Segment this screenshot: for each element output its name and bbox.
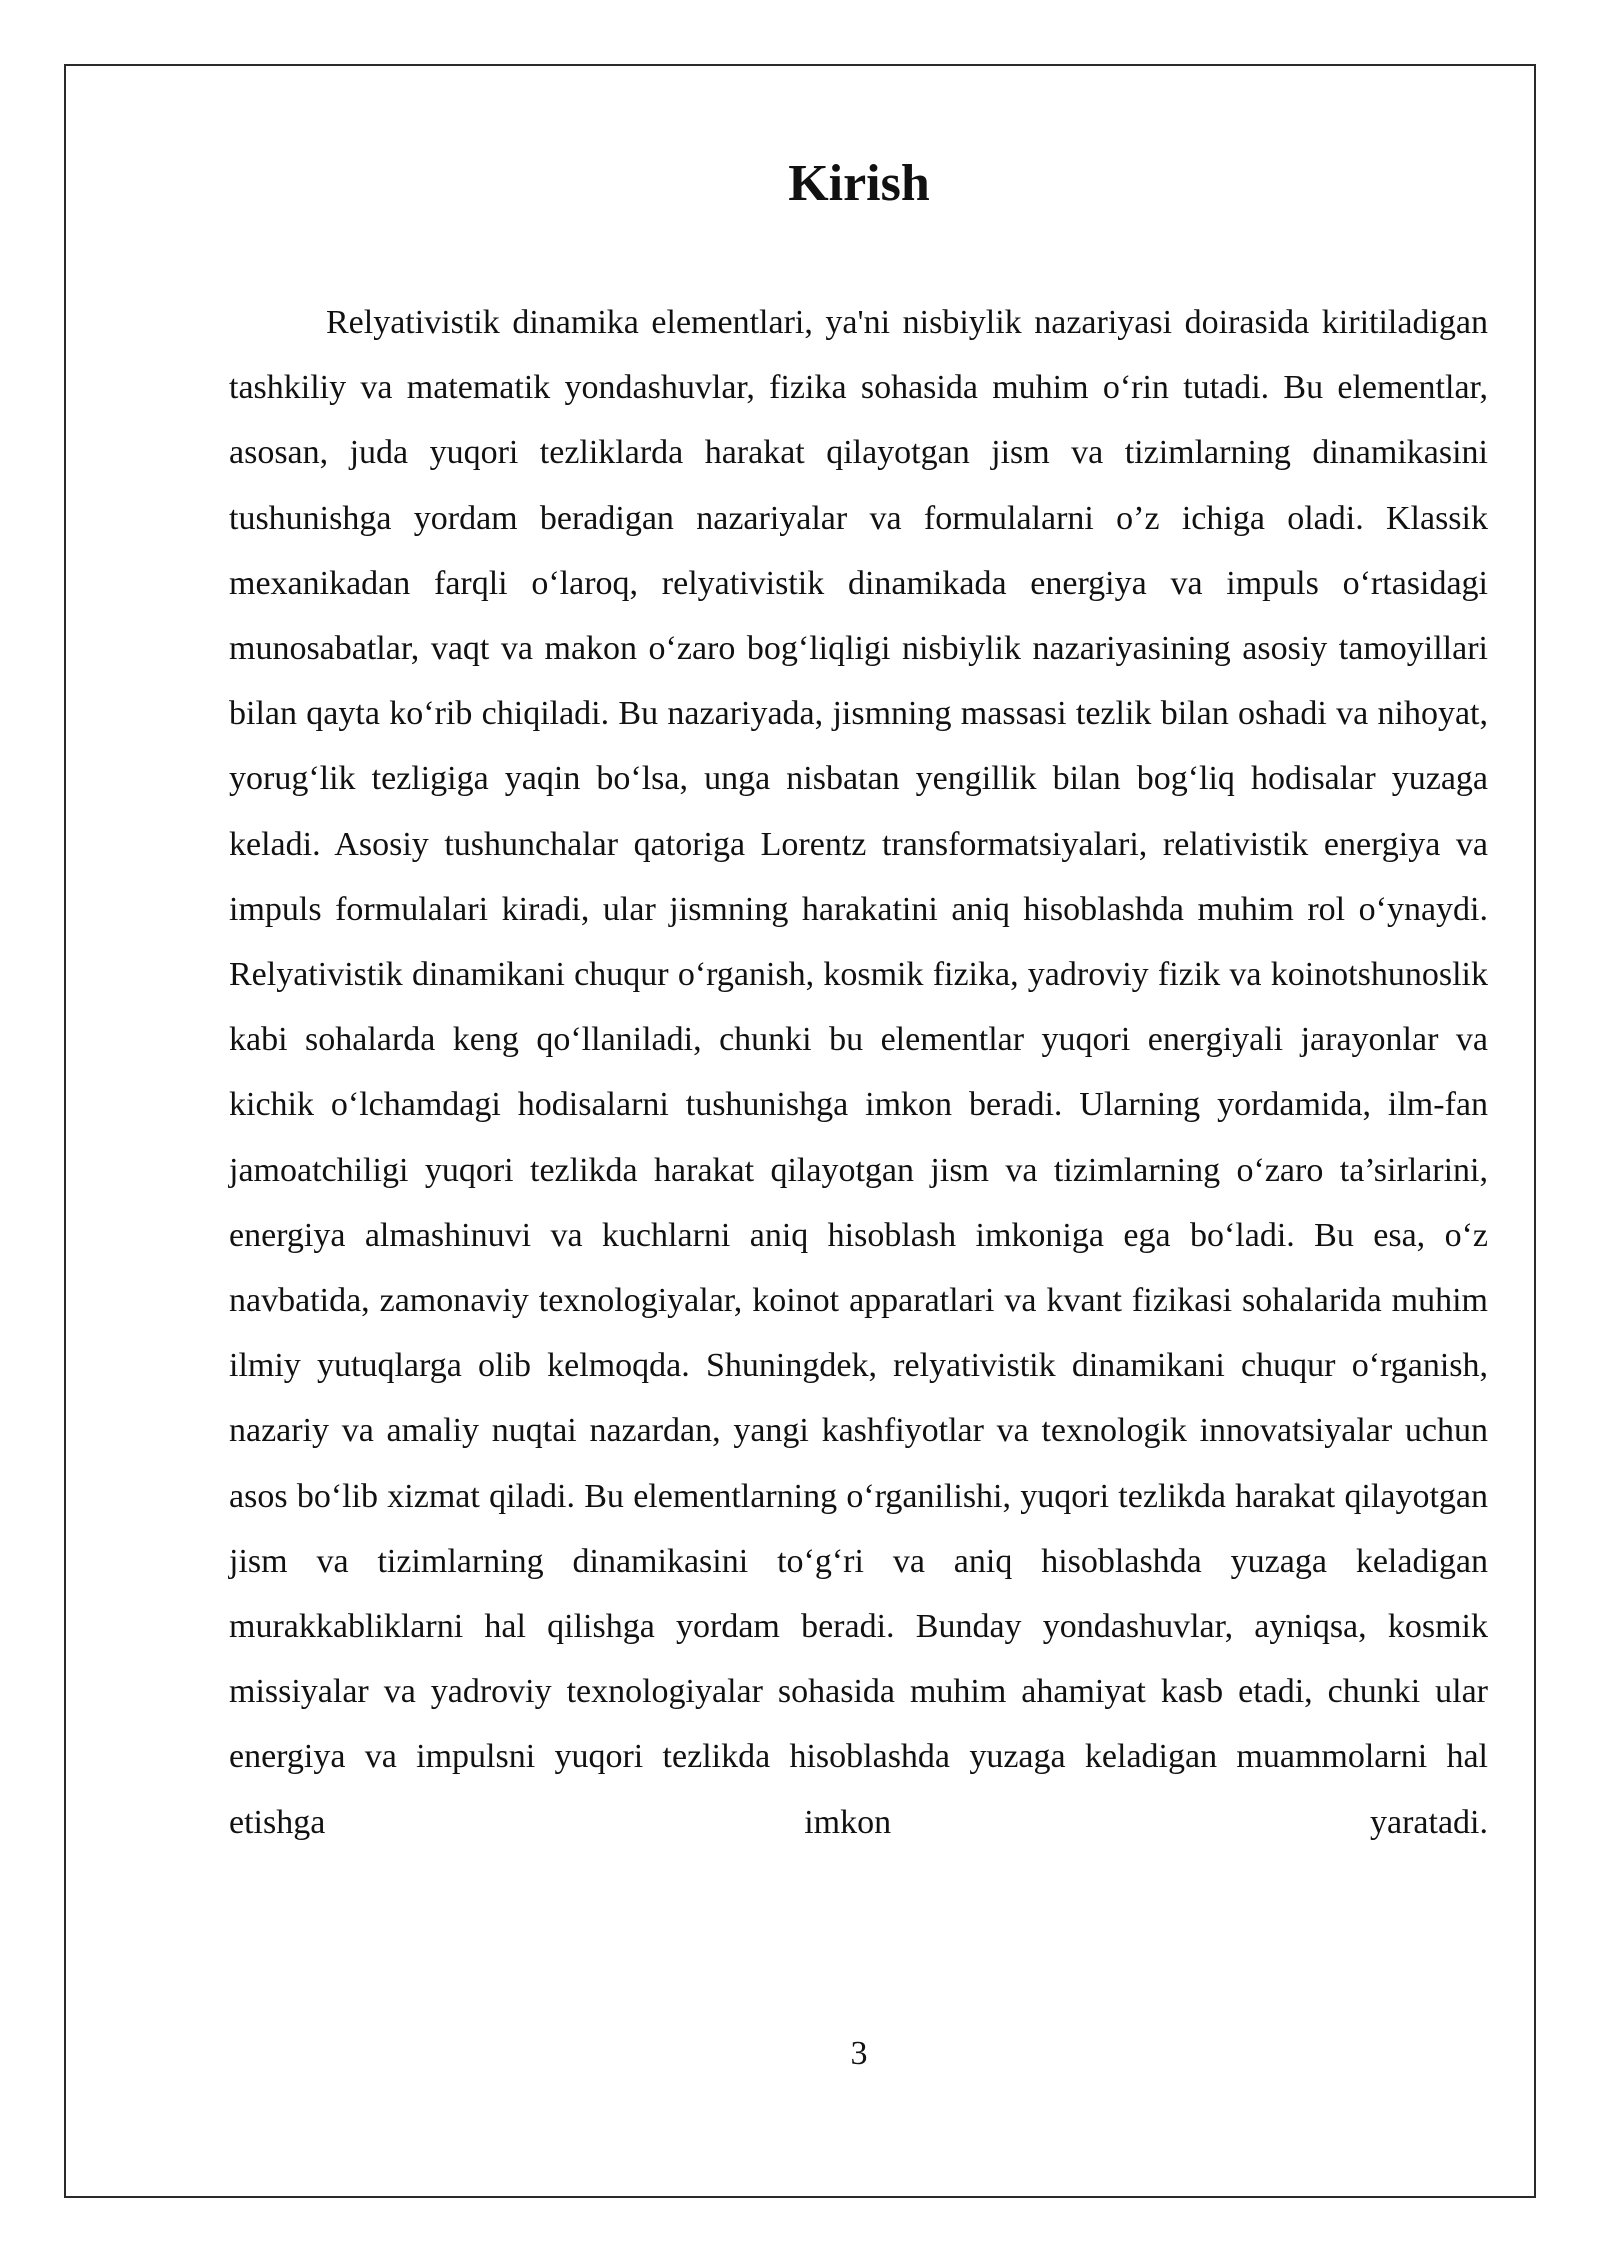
page-number: 3 [850, 2035, 868, 2072]
body-paragraph: Relyativistik dinamika elementlari, ya'ni nisbiylik nazariyasi doirasida kiritiladigan tashkiliy va matematik yondashuvlar, fizika sohasida muhim o‘rin tutadi. Bu elementlar, asosan, juda yuqori tezliklarda harakat qilayotgan jism va tizimlarning dinamikasini tushunishga yordam beradigan nazariyalar va formulalarni o’z ichiga oladi. Klassik mexanikadan farqli o‘laroq, relyativistik dinamikada energiya va impuls o‘rtasidagi munosabatlar, vaqt va makon o‘zaro bog‘liqligi nisbiylik nazariyasining asosiy tamoyillari bilan qayta ko‘rib chiqiladi. Bu nazariyada, jismning massasi tezlik bilan oshadi va nihoyat, yorug‘lik tezligiga yaqin bo‘lsa, unga nisbatan yengillik bilan bog‘liq hodisalar yuzaga keladi. Asosiy tushunchalar qatoriga Lorentz transformatsiyalari, relativistik energiya va impuls formulalari kiradi, ular jismning harakatini aniq hisoblashda muhim rol o‘ynaydi. Relyativistik dinamikani chuqur o‘rganish, kosmik fizika, yadroviy fizik va koinotshunoslik kabi sohalarda keng qo‘llaniladi, chunki bu elementlar yuqori energiyali jarayonlar va kichik o‘lchamdagi hodisalarni tushunishga imkon beradi. Ularning yordamida, ilm-fan jamoatchiligi yuqori tezlikda harakat qilayotgan jism va tizimlarning o‘zaro ta’sirlarini, energiya almashinuvi va kuchlarni aniq hisoblash imkoniga ega bo‘ladi. Bu esa, o‘z navbatida, zamonaviy texnologiyalar, koinot apparatlari va kvant fizikasi sohalarida muhim ilmiy yutuqlarga olib kelmoqda. Shuningdek, relyativistik dinamikani chuqur o‘rganish, nazariy va amaliy nuqtai nazardan, yangi kashfiyotlar va texnologik innovatsiyalar uchun asos bo‘lib xizmat qiladi. Bu elementlarning o‘rganilishi, yuqori tezlikda harakat qilayotgan jism va tizimlarning dinamikasini to‘g‘ri va aniq hisoblashda yuzaga keladigan murakkabliklarni hal qilishga yordam beradi. Bunday yondashuvlar, ayniqsa, kosmik missiyalar va yadroviy texnologiyalar sohasida muhim ahamiyat kasb etadi, chunki ular energiya va impulsni yuqori tezlikda hisoblashda yuzaga keladigan muammolarni hal etishga imkon yaratadi. [229, 304, 1488, 1841]
page-title: Kirish [788, 155, 930, 212]
